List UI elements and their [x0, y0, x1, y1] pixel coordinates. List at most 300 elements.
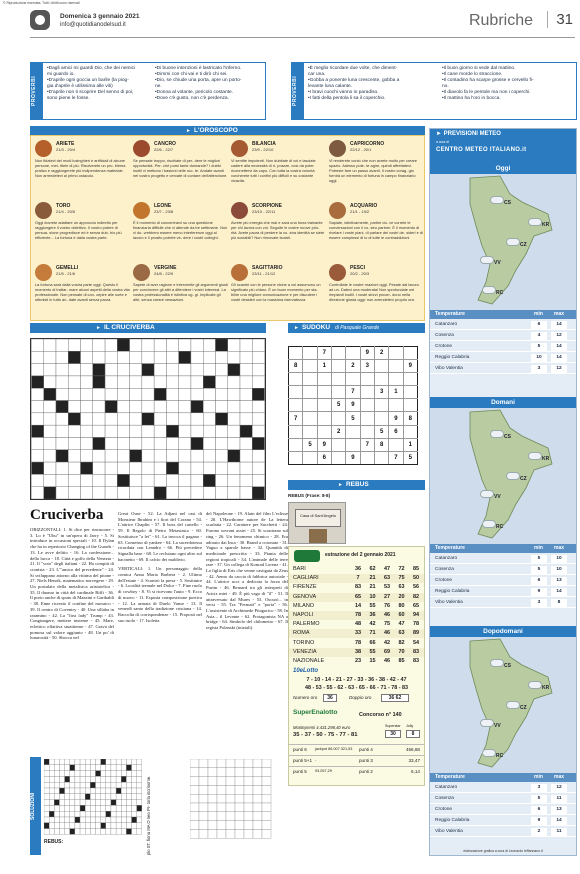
crossword-cell[interactable]: [142, 487, 154, 499]
crossword-cell[interactable]: [68, 474, 80, 486]
crossword-cell[interactable]: [56, 413, 68, 425]
sudoku-cell[interactable]: [317, 373, 331, 386]
crossword-cell[interactable]: [179, 376, 191, 388]
crossword-cell[interactable]: [81, 351, 93, 363]
crossword-cell[interactable]: [228, 437, 240, 449]
crossword-cell[interactable]: [31, 450, 43, 462]
crossword-cell[interactable]: [191, 462, 203, 474]
sudoku-cell[interactable]: [289, 425, 303, 438]
sudoku-cell[interactable]: [317, 386, 331, 399]
crossword-cell[interactable]: [252, 450, 264, 462]
sudoku-cell[interactable]: 6: [389, 425, 403, 438]
crossword-cell[interactable]: [154, 462, 166, 474]
crossword-cell[interactable]: [142, 437, 154, 449]
sudoku-solution-cell: [262, 829, 271, 838]
crossword-cell[interactable]: [44, 462, 56, 474]
crossword-cell[interactable]: [166, 487, 178, 499]
crossword-cell[interactable]: [130, 437, 142, 449]
crossword-cell[interactable]: [166, 437, 178, 449]
crossword-cell[interactable]: [154, 376, 166, 388]
crossword-cell[interactable]: [203, 487, 215, 499]
crossword-cell[interactable]: [68, 437, 80, 449]
crossword-cell[interactable]: [68, 388, 80, 400]
crossword-cell[interactable]: [81, 487, 93, 499]
crossword-cell[interactable]: [166, 339, 178, 351]
crossword-cell[interactable]: [240, 339, 252, 351]
crossword-cell[interactable]: [215, 351, 227, 363]
crossword-cell[interactable]: [105, 487, 117, 499]
crossword-cell[interactable]: [191, 351, 203, 363]
crossword-cell[interactable]: [56, 474, 68, 486]
sudoku-cell[interactable]: [403, 347, 417, 360]
crossword-cell[interactable]: [154, 437, 166, 449]
sudoku-cell[interactable]: [289, 373, 303, 386]
crossword-cell[interactable]: [68, 462, 80, 474]
sudoku-cell[interactable]: 9: [346, 399, 360, 412]
sudoku-cell[interactable]: [360, 425, 374, 438]
crossword-cell[interactable]: [240, 413, 252, 425]
crossword-cell[interactable]: [154, 351, 166, 363]
sudoku-cell[interactable]: 9: [317, 438, 331, 451]
crossword-cell[interactable]: [130, 462, 142, 474]
sudoku-cell[interactable]: 6: [317, 451, 331, 464]
crossword-cell[interactable]: [81, 474, 93, 486]
crossword-cell[interactable]: [252, 339, 264, 351]
crossword-cell[interactable]: [117, 487, 129, 499]
crossword-cell[interactable]: [117, 425, 129, 437]
crossword-cell[interactable]: [154, 401, 166, 413]
sudoku-cell[interactable]: [289, 451, 303, 464]
header-email[interactable]: info@quotidianodelsud.it: [60, 22, 126, 28]
crossword-cell[interactable]: [179, 437, 191, 449]
crossword-cell[interactable]: [44, 339, 56, 351]
crossword-cell[interactable]: [191, 364, 203, 376]
crossword-cell[interactable]: [44, 364, 56, 376]
crossword-cell[interactable]: [56, 339, 68, 351]
crossword-cell[interactable]: [105, 339, 117, 351]
crossword-cell[interactable]: [130, 401, 142, 413]
sudoku-cell[interactable]: [403, 399, 417, 412]
sudoku-cell[interactable]: [374, 412, 388, 425]
crossword-cell[interactable]: [93, 487, 105, 499]
crossword-cell[interactable]: [179, 450, 191, 462]
crossword-cell[interactable]: [68, 364, 80, 376]
sudoku-cell[interactable]: [360, 451, 374, 464]
crossword-cell[interactable]: [44, 450, 56, 462]
crossword-cell[interactable]: [81, 413, 93, 425]
crossword-cell[interactable]: [56, 462, 68, 474]
crossword-cell[interactable]: [105, 425, 117, 437]
crossword-cell[interactable]: [68, 450, 80, 462]
crossword-cell[interactable]: [215, 437, 227, 449]
sudoku-cell[interactable]: [303, 360, 317, 373]
crossword-cell[interactable]: [166, 401, 178, 413]
crossword-cell[interactable]: [252, 376, 264, 388]
sudoku-cell[interactable]: 3: [360, 360, 374, 373]
sudoku-cell[interactable]: [389, 347, 403, 360]
crossword-cell[interactable]: [228, 339, 240, 351]
crossword-cell[interactable]: [228, 474, 240, 486]
crossword-cell[interactable]: [240, 388, 252, 400]
crossword-cell[interactable]: [68, 401, 80, 413]
crossword-cell[interactable]: [105, 450, 117, 462]
crossword-cell[interactable]: [93, 425, 105, 437]
crossword-cell[interactable]: [117, 376, 129, 388]
sudoku-cell[interactable]: 5: [331, 399, 345, 412]
crossword-cell[interactable]: [166, 376, 178, 388]
crossword-cell[interactable]: [93, 450, 105, 462]
crossword-cell[interactable]: [44, 376, 56, 388]
crossword-cell[interactable]: [240, 462, 252, 474]
crossword-cell[interactable]: [56, 487, 68, 499]
sudoku-cell[interactable]: [331, 412, 345, 425]
crossword-cell[interactable]: [240, 487, 252, 499]
sudoku-cell[interactable]: [289, 347, 303, 360]
crossword-cell[interactable]: [142, 425, 154, 437]
sudoku-cell[interactable]: 7: [289, 412, 303, 425]
crossword-cell[interactable]: [142, 462, 154, 474]
crossword-cell[interactable]: [105, 364, 117, 376]
crossword-cell[interactable]: [142, 339, 154, 351]
sudoku-cell[interactable]: 9: [403, 360, 417, 373]
crossword-cell[interactable]: [93, 474, 105, 486]
crossword-cell[interactable]: [56, 388, 68, 400]
sudoku-cell[interactable]: [289, 438, 303, 451]
sudoku-cell[interactable]: [331, 373, 345, 386]
crossword-cell[interactable]: [166, 450, 178, 462]
crossword-cell[interactable]: [31, 364, 43, 376]
crossword-cell[interactable]: [203, 388, 215, 400]
crossword-cell[interactable]: [81, 437, 93, 449]
crossword-cell[interactable]: [31, 474, 43, 486]
crossword-cell[interactable]: [252, 462, 264, 474]
crossword-cell[interactable]: [203, 450, 215, 462]
sudoku-cell[interactable]: 7: [360, 438, 374, 451]
sudoku-cell[interactable]: [331, 360, 345, 373]
crossword-cell[interactable]: [130, 376, 142, 388]
crossword-cell[interactable]: [81, 401, 93, 413]
crossword-cell[interactable]: [252, 413, 264, 425]
crossword-cell[interactable]: [228, 462, 240, 474]
sudoku-cell[interactable]: [389, 399, 403, 412]
crossword-cell[interactable]: [228, 425, 240, 437]
sudoku-cell[interactable]: 1: [403, 438, 417, 451]
sudoku-cell[interactable]: [317, 412, 331, 425]
sudoku-cell[interactable]: 9: [360, 347, 374, 360]
crossword-cell[interactable]: [81, 388, 93, 400]
crossword-cell[interactable]: [130, 474, 142, 486]
crossword-cell[interactable]: [166, 388, 178, 400]
sudoku-cell[interactable]: [331, 386, 345, 399]
crossword-cell[interactable]: [130, 413, 142, 425]
sudoku-cell[interactable]: [389, 438, 403, 451]
sudoku-cell[interactable]: [331, 451, 345, 464]
crossword-cell[interactable]: [68, 376, 80, 388]
crossword-cell[interactable]: [56, 425, 68, 437]
crossword-cell[interactable]: [105, 388, 117, 400]
sudoku-cell[interactable]: [317, 399, 331, 412]
crossword-cell[interactable]: [191, 339, 203, 351]
sudoku-cell[interactable]: [374, 360, 388, 373]
crossword-cell[interactable]: [154, 413, 166, 425]
crossword-cell[interactable]: [166, 364, 178, 376]
sudoku-cell[interactable]: 8: [374, 438, 388, 451]
crossword-cell[interactable]: [191, 450, 203, 462]
crossword-cell[interactable]: [93, 351, 105, 363]
crossword-cell[interactable]: [203, 401, 215, 413]
weather-cloud-icon: [506, 238, 520, 246]
sudoku-cell[interactable]: [374, 373, 388, 386]
sudoku-cell[interactable]: [289, 399, 303, 412]
sign-dates: 23/9 - 22/10: [252, 147, 274, 152]
crossword-cell[interactable]: [56, 376, 68, 388]
crossword-cell[interactable]: [191, 413, 203, 425]
sudoku-cell[interactable]: [346, 347, 360, 360]
sudoku-cell[interactable]: [374, 399, 388, 412]
crossword-cell[interactable]: [228, 401, 240, 413]
crossword-cell[interactable]: [252, 364, 264, 376]
crossword-cell[interactable]: [203, 437, 215, 449]
crossword-cell[interactable]: [56, 351, 68, 363]
sudoku-cell[interactable]: 2: [346, 360, 360, 373]
crossword-cell[interactable]: [179, 462, 191, 474]
crossword-cell[interactable]: [31, 388, 43, 400]
crossword-cell[interactable]: [142, 450, 154, 462]
sudoku-cell[interactable]: 8: [403, 412, 417, 425]
crossword-cell[interactable]: [215, 388, 227, 400]
crossword-cell[interactable]: [179, 339, 191, 351]
crossword-cell[interactable]: [252, 425, 264, 437]
crossword-cell[interactable]: [252, 401, 264, 413]
crossword-cell[interactable]: [179, 474, 191, 486]
crossword-cell[interactable]: [252, 351, 264, 363]
crossword-cell[interactable]: [93, 401, 105, 413]
sudoku-cell[interactable]: [360, 373, 374, 386]
sudoku-cell[interactable]: [303, 373, 317, 386]
sudoku-cell[interactable]: [331, 347, 345, 360]
crossword-cell[interactable]: [68, 487, 80, 499]
crossword-cell[interactable]: [105, 351, 117, 363]
crossword-cell[interactable]: [179, 487, 191, 499]
crossword-cell[interactable]: [154, 425, 166, 437]
crossword-cell[interactable]: [81, 339, 93, 351]
crossword-cell[interactable]: [240, 401, 252, 413]
sudoku-cell[interactable]: [389, 360, 403, 373]
sudoku-cell[interactable]: [331, 438, 345, 451]
sudoku-cell[interactable]: [303, 412, 317, 425]
sudoku-cell[interactable]: 1: [317, 360, 331, 373]
crossword-cell[interactable]: [31, 487, 43, 499]
crossword-cell[interactable]: [215, 376, 227, 388]
crossword-cell[interactable]: [68, 425, 80, 437]
crossword-cell[interactable]: [105, 413, 117, 425]
sudoku-grid[interactable]: [288, 346, 418, 464]
crossword-cell[interactable]: [117, 450, 129, 462]
crossword-cell[interactable]: [93, 413, 105, 425]
crossword-cell[interactable]: [240, 450, 252, 462]
sudoku-solution-cell: [253, 821, 262, 830]
sudoku-cell[interactable]: [303, 386, 317, 399]
crossword-cell[interactable]: [203, 339, 215, 351]
crossword-cell[interactable]: [117, 351, 129, 363]
crossword-cell[interactable]: [142, 376, 154, 388]
crossword-cell[interactable]: [93, 388, 105, 400]
crossword-cell[interactable]: [215, 487, 227, 499]
crossword-cell[interactable]: [31, 413, 43, 425]
sudoku-cell[interactable]: [303, 347, 317, 360]
crossword-cell[interactable]: [252, 474, 264, 486]
crossword-cell[interactable]: [56, 437, 68, 449]
crossword-cell[interactable]: [240, 351, 252, 363]
crossword-cell[interactable]: [191, 474, 203, 486]
crossword-cell[interactable]: [117, 462, 129, 474]
sudoku-cell[interactable]: 7: [346, 386, 360, 399]
crossword-cell[interactable]: [154, 364, 166, 376]
crossword-cell[interactable]: [240, 474, 252, 486]
crossword-cell[interactable]: [105, 437, 117, 449]
sudoku-cell[interactable]: 5: [303, 438, 317, 451]
crossword-cell[interactable]: [191, 376, 203, 388]
crossword-cell[interactable]: [154, 474, 166, 486]
solution-cell: [49, 759, 54, 765]
crossword-cell[interactable]: [44, 413, 56, 425]
crossword-cell[interactable]: [203, 351, 215, 363]
crossword-cell[interactable]: [179, 364, 191, 376]
crossword-cell[interactable]: [105, 462, 117, 474]
crossword-cell[interactable]: [228, 376, 240, 388]
sudoku-cell[interactable]: [389, 373, 403, 386]
crossword-cell[interactable]: [81, 364, 93, 376]
crossword-cell[interactable]: [105, 474, 117, 486]
crossword-cell[interactable]: [142, 401, 154, 413]
crossword-cell[interactable]: [166, 351, 178, 363]
crossword-cell[interactable]: [81, 425, 93, 437]
crossword-cell[interactable]: [81, 376, 93, 388]
crossword-cell[interactable]: [130, 388, 142, 400]
sudoku-cell[interactable]: 5: [374, 425, 388, 438]
crossword-cell[interactable]: [68, 339, 80, 351]
sudoku-cell[interactable]: 8: [289, 360, 303, 373]
crossword-cell[interactable]: [31, 351, 43, 363]
crossword-cell[interactable]: [215, 425, 227, 437]
crossword-cell[interactable]: [44, 425, 56, 437]
crossword-cell[interactable]: [117, 413, 129, 425]
crossword-cell[interactable]: [44, 437, 56, 449]
crossword-cell[interactable]: [142, 388, 154, 400]
crossword-cell[interactable]: [179, 401, 191, 413]
crossword-cell[interactable]: [166, 413, 178, 425]
crossword-cell[interactable]: [105, 376, 117, 388]
crossword-cell[interactable]: [81, 450, 93, 462]
sudoku-cell[interactable]: 9: [346, 451, 360, 464]
crossword-cell[interactable]: [44, 401, 56, 413]
sudoku-cell[interactable]: 1: [389, 386, 403, 399]
crossword-cell[interactable]: [240, 364, 252, 376]
crossword-cell[interactable]: [203, 413, 215, 425]
crossword-cell[interactable]: [203, 462, 215, 474]
crossword-cell[interactable]: [203, 364, 215, 376]
sudoku-cell[interactable]: [317, 425, 331, 438]
sudoku-cell[interactable]: [303, 425, 317, 438]
crossword-cell[interactable]: [130, 364, 142, 376]
crossword-cell[interactable]: [93, 462, 105, 474]
sudoku-cell[interactable]: [403, 373, 417, 386]
crossword-cell[interactable]: [142, 474, 154, 486]
sudoku-cell[interactable]: [374, 451, 388, 464]
sudoku-cell[interactable]: [346, 373, 360, 386]
sudoku-cell[interactable]: [346, 425, 360, 438]
sudoku-cell[interactable]: [346, 438, 360, 451]
crossword-cell[interactable]: [228, 388, 240, 400]
sudoku-cell[interactable]: 2: [331, 425, 345, 438]
sudoku-cell[interactable]: [360, 399, 374, 412]
sudoku-cell[interactable]: 3: [374, 386, 388, 399]
crossword-cell[interactable]: [179, 413, 191, 425]
crossword-cell[interactable]: [142, 351, 154, 363]
crossword-cell[interactable]: [240, 437, 252, 449]
crossword-cell[interactable]: [191, 388, 203, 400]
crossword-grid[interactable]: [30, 338, 266, 500]
crossword-cell[interactable]: [166, 474, 178, 486]
crossword-cell[interactable]: [215, 450, 227, 462]
crossword-cell[interactable]: [44, 351, 56, 363]
sudoku-cell[interactable]: 5: [346, 412, 360, 425]
crossword-cell[interactable]: [179, 425, 191, 437]
crossword-cell[interactable]: [215, 364, 227, 376]
crossword-cell[interactable]: [117, 388, 129, 400]
sudoku-cell[interactable]: [403, 386, 417, 399]
crossword-cell[interactable]: [117, 364, 129, 376]
crossword-cell[interactable]: [191, 487, 203, 499]
crossword-cell[interactable]: [203, 425, 215, 437]
crossword-cell[interactable]: [215, 474, 227, 486]
crossword-cell[interactable]: [44, 474, 56, 486]
crossword-cell[interactable]: [215, 401, 227, 413]
sudoku-cell[interactable]: [360, 386, 374, 399]
crossword-cell[interactable]: [215, 462, 227, 474]
crossword-cell[interactable]: [154, 450, 166, 462]
crossword-cell[interactable]: [117, 401, 129, 413]
crossword-cell[interactable]: [154, 339, 166, 351]
sudoku-cell[interactable]: 7: [317, 347, 331, 360]
crossword-cell[interactable]: [31, 437, 43, 449]
crossword-cell[interactable]: [228, 351, 240, 363]
crossword-cell[interactable]: [191, 425, 203, 437]
sudoku-cell[interactable]: [289, 386, 303, 399]
crossword-cell[interactable]: [117, 437, 129, 449]
sudoku-cell[interactable]: [403, 425, 417, 438]
crossword-cell[interactable]: [228, 413, 240, 425]
crossword-cell[interactable]: [31, 339, 43, 351]
sudoku-cell[interactable]: 5: [403, 451, 417, 464]
crossword-cell[interactable]: [179, 388, 191, 400]
crossword-cell[interactable]: [130, 487, 142, 499]
crossword-cell[interactable]: [130, 425, 142, 437]
sudoku-cell[interactable]: 2: [374, 347, 388, 360]
sudoku-cell[interactable]: 9: [389, 412, 403, 425]
crossword-cell[interactable]: [130, 339, 142, 351]
sudoku-cell[interactable]: [303, 399, 317, 412]
crossword-cell[interactable]: [130, 351, 142, 363]
crossword-cell[interactable]: [56, 364, 68, 376]
crossword-cell[interactable]: [240, 376, 252, 388]
sudoku-cell[interactable]: [303, 451, 317, 464]
crossword-cell[interactable]: [228, 487, 240, 499]
crossword-cell[interactable]: [31, 401, 43, 413]
crossword-cell[interactable]: [93, 339, 105, 351]
sudoku-cell[interactable]: 7: [389, 451, 403, 464]
sudoku-cell[interactable]: [360, 412, 374, 425]
